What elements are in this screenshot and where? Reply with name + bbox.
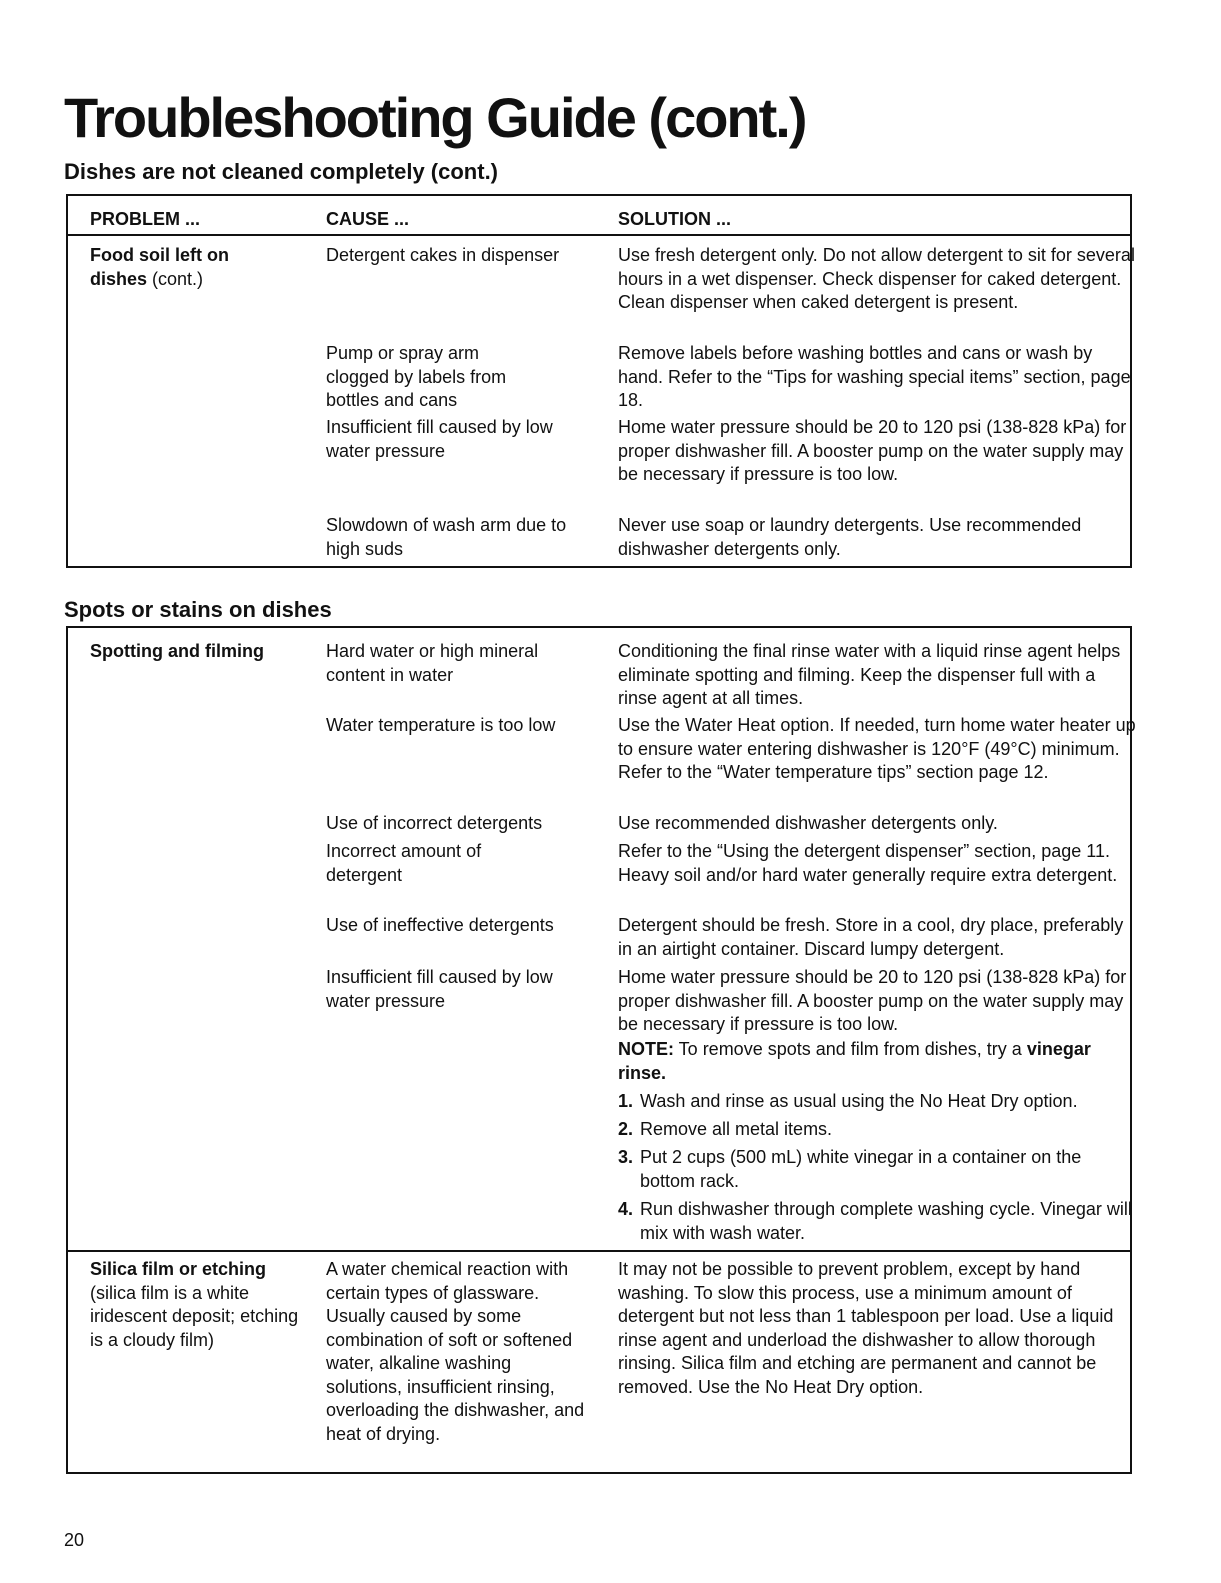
problem-silica-film (90, 1258, 300, 1352)
solution-hard-water: Conditioning the final rinse water with a liquid rinse agent helps eliminate spotting and filming. Keep the dispenser full with a rinse agent at all times. (618, 641, 1121, 708)
problem-silica-label: Silica film or etching (90, 1259, 267, 1279)
step-3 (618, 1146, 1138, 1193)
cause-water-temp: Water temperature is too low (326, 715, 556, 735)
solution-water-temp: Use the Water Heat option. If needed, turn home water heater up to ensure water entering dishwasher is 120°F (49°C) minimum. Refer to the “Water temperature tips” section page 12. (618, 715, 1136, 782)
section-heading-spots-stains: Spots or stains on dishes (64, 597, 332, 622)
solution-incorrect-detergents: Use recommended dishwasher detergents only. (618, 813, 998, 833)
row-divider-silica (68, 1250, 1130, 1252)
cause-incorrect-detergents: Use of incorrect detergents (326, 813, 543, 833)
solution-pump-clogged: Remove labels before washing bottles and cans or wash by hand. Refer to the “Tips for washing special items” section, page 18. (618, 343, 1131, 410)
header-solution: SOLUTION ... (618, 209, 732, 229)
cause-pump-clogged: Pump or spray arm clogged by labels from bottles and cans (326, 343, 507, 410)
step-3-text: Put 2 cups (500 mL) white vinegar in a container on the bottom rack. (640, 1147, 1082, 1191)
solution-insufficient-fill: Home water pressure should be 20 to 120 psi (138-828 kPa) for proper dishwasher fill. A booster pump on the water supply may be necessary if pressure is too low. (618, 417, 1127, 484)
section-heading-not-cleaned: Dishes are not cleaned completely (cont.) (64, 159, 499, 184)
note-text: To remove spots and film from dishes, try a (674, 1039, 1027, 1059)
table-spots-stains (66, 626, 1136, 1474)
cause-detergent-cakes: Detergent cakes in dispenser (326, 245, 560, 265)
header-problem: PROBLEM ... (90, 209, 201, 229)
step-1-text: Wash and rinse as usual using the No Heat Dry option. (640, 1091, 1078, 1111)
step-2 (618, 1118, 1138, 1142)
page-number: 20 (64, 1530, 85, 1550)
step-2-number: 2. (618, 1119, 634, 1139)
step-4 (618, 1198, 1138, 1245)
table-not-cleaned (66, 194, 1135, 568)
step-1 (618, 1090, 1138, 1114)
note-label: NOTE: (618, 1039, 674, 1059)
solution-slowdown-suds: Never use soap or laundry detergents. Use recommended dishwasher detergents only. (618, 515, 1082, 559)
cause-silica: A water chemical reaction with certain types of glassware. Usually caused by some combination of soft or softened water, alkaline washing solutions, insufficient rinsing, overloading the dishwasher, and heat of drying. (326, 1259, 585, 1444)
cause-insufficient-fill: Insufficient fill caused by low water pressure (326, 417, 553, 461)
solution-incorrect-amount: Refer to the “Using the detergent dispenser” section, page 11. Heavy soil and/or hard water generally require extra detergent. (618, 841, 1118, 885)
solution-ineffective-detergents: Detergent should be fresh. Store in a cool, dry place, preferably in an airtight container. Discard lumpy detergent. (618, 915, 1124, 959)
problem-food-soil-label: Food soil left on dishes (90, 245, 229, 289)
problem-food-soil-suffix: (cont.) (147, 268, 204, 289)
solution-detergent-cakes: Use fresh detergent only. Do not allow detergent to sit for several hours in a wet dispenser. Check dispenser for caked detergent. Clean dispenser when caked detergent is present. (618, 245, 1135, 312)
problem-food-soil (90, 244, 290, 291)
step-3-number: 3. (618, 1147, 634, 1167)
cause-slowdown-suds: Slowdown of wash arm due to high suds (326, 515, 567, 559)
header-cause: CAUSE ... (326, 209, 410, 229)
solution-silica: It may not be possible to prevent problem, except by hand washing. To slow this process, use a minimum amount of detergent but not less than 1 tablespoon per load. Use a liquid rinse agent and underload the dishwasher to allow thorough rinsing. Silica film and etching are permanent and cannot be removed. Use the No Heat Dry option. (618, 1259, 1114, 1397)
page-title: Troubleshooting Guide (cont.) (64, 86, 806, 149)
step-1-number: 1. (618, 1091, 634, 1111)
problem-silica-desc: (silica film is a white iridescent deposit; etching is a cloudy film) (90, 1282, 299, 1350)
step-4-text: Run dishwasher through complete washing cycle. Vinegar will mix with wash water. (640, 1199, 1132, 1243)
header-divider (68, 234, 1130, 236)
solution-low-pressure: Home water pressure should be 20 to 120 psi (138-828 kPa) for proper dishwasher fill. A booster pump on the water supply may be necessary if pressure is too low. (618, 967, 1127, 1034)
step-2-text: Remove all metal items. (640, 1119, 833, 1139)
cause-hard-water: Hard water or high mineral content in water (326, 641, 539, 685)
cause-low-pressure: Insufficient fill caused by low water pressure (326, 967, 553, 1011)
step-4-number: 4. (618, 1199, 634, 1219)
cause-ineffective-detergents: Use of ineffective detergents (326, 915, 554, 935)
cause-incorrect-amount: Incorrect amount of detergent (326, 841, 482, 885)
note-vinegar-rinse (618, 1038, 1138, 1085)
problem-spotting-filming: Spotting and filming (90, 641, 264, 661)
note-vinegar-bold: vinegar rinse. (618, 1039, 1091, 1083)
